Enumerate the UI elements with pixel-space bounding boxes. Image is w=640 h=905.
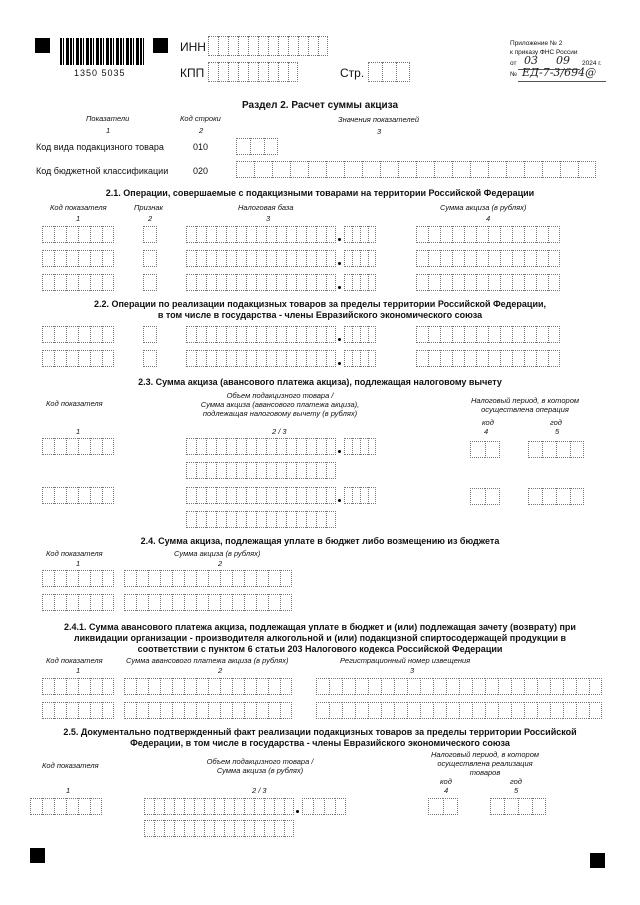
s23-num-4: 4 (484, 427, 489, 436)
decimal-point (338, 262, 341, 265)
corner-marker-top-left (35, 38, 50, 53)
s21-row1-sign[interactable] (143, 226, 157, 243)
s22-row1-code[interactable] (42, 326, 114, 343)
s25-row1-volume-frac[interactable] (302, 798, 346, 815)
s21-row3-code[interactable] (42, 274, 114, 291)
s25-num-4: 4 (444, 786, 449, 795)
s24-num-2: 2 (218, 559, 223, 568)
s25-row1-period-year[interactable] (490, 798, 546, 815)
order-number: ЕД-7-3/694@ (522, 66, 597, 79)
appendix-line2: к приказу ФНС России (510, 49, 578, 56)
corner-marker-top-center (153, 38, 168, 53)
s25-code-label: код (440, 777, 452, 786)
budget-class-field[interactable] (236, 161, 596, 178)
order-date-month: 09 (556, 54, 570, 67)
section-title: Раздел 2. Расчет суммы акциза (241, 100, 399, 111)
col-indicators-header: Показатели (86, 114, 130, 123)
col-num-3: 3 (377, 127, 382, 136)
s25-num-5: 5 (514, 786, 519, 795)
s25-row1-volume[interactable] (144, 798, 294, 815)
s23-row2-volume[interactable] (186, 487, 336, 504)
s241-title-line1: 2.4.1. Сумма авансового платежа акциза, подлежащая уплате в бюджет и (или) подлежащая зачету (возврату) при (64, 622, 576, 632)
s23-row1-code[interactable] (42, 438, 114, 455)
s24-col-code: Код показателя (46, 549, 103, 558)
s21-row2-base-frac[interactable] (344, 250, 376, 267)
decimal-point (338, 362, 341, 365)
barcode (60, 38, 146, 65)
s21-num-2: 2 (148, 214, 153, 223)
s241-row2-sum[interactable] (124, 702, 292, 719)
s22-row2-base[interactable] (186, 350, 336, 367)
s241-title-line2: ликвидации организации - производителя алкогольной и (или) подакцизной спиртосодержащей продукции в (73, 633, 567, 643)
s241-col-code: Код показателя (46, 656, 103, 665)
appendix-line1: Приложение № 2 (510, 40, 563, 47)
order-date-day: 03 (524, 54, 538, 67)
s22-row1-sign[interactable] (143, 326, 157, 343)
s23-col45-line1: Налоговый период, в котором (470, 396, 580, 405)
s25-col45-line3: товаров (469, 768, 501, 777)
s25-col-code: Код показателя (42, 761, 99, 770)
s24-row2-sum[interactable] (124, 594, 292, 611)
s21-row2-sum[interactable] (416, 250, 560, 267)
s21-row3-base[interactable] (186, 274, 336, 291)
s23-row1-period-code[interactable] (470, 441, 500, 458)
s21-col-excise-sum: Сумма акциза (в рублях) (440, 203, 527, 212)
col-num-2: 2 (199, 126, 204, 135)
inn-field[interactable] (208, 36, 328, 56)
s25-row1-period-code[interactable] (428, 798, 458, 815)
s25-num-1: 1 (66, 786, 71, 795)
decimal-point (338, 286, 341, 289)
row-budget-class-label: Код бюджетной классификации (36, 166, 169, 176)
s21-row2-sign[interactable] (143, 250, 157, 267)
s22-row1-base[interactable] (186, 326, 336, 343)
s23-col45-line2: осуществлена операция (481, 405, 569, 414)
s241-col-regnum: Регистрационный номер извещения (340, 656, 471, 665)
s22-row1-base-frac[interactable] (344, 326, 376, 343)
s22-row2-base-frac[interactable] (344, 350, 376, 367)
s25-title-line2: Федерации, в том числе в государства - члены Евразийского экономического союза (130, 738, 510, 748)
s241-num-3: 3 (410, 666, 415, 675)
number-label: № (510, 71, 517, 78)
s23-code-label: код (482, 418, 494, 427)
s21-num-3: 3 (266, 214, 271, 223)
s21-row1-base-frac[interactable] (344, 226, 376, 243)
s241-row2-regnum[interactable] (316, 702, 602, 719)
s23-num-5: 5 (555, 427, 560, 436)
col-values-header: Значения показателей (338, 115, 420, 124)
s22-title-line2: в том числе в государства - члены Евразийского экономического союза (157, 310, 483, 320)
s25-row1-sum[interactable] (144, 820, 294, 837)
number-underline (518, 81, 606, 82)
s21-row1-sum[interactable] (416, 226, 560, 243)
s23-col-code: Код показателя (46, 399, 103, 408)
s21-row2-code[interactable] (42, 250, 114, 267)
row-budget-class-code: 020 (193, 166, 209, 176)
s23-num-1: 1 (76, 427, 81, 436)
s22-title-line1: 2.2. Операции по реализации подакцизных товаров за пределы территории Российской Федерации, (93, 299, 547, 309)
row-excise-type-code: 010 (193, 142, 209, 152)
s25-col23-line2: Сумма акциза (в рублях) (216, 766, 304, 775)
s24-title: 2.4. Сумма акциза, подлежащая уплате в бюджет либо возмещению из бюджета (140, 536, 500, 546)
s21-col-tax-base: Налоговая база (238, 203, 294, 212)
decimal-point (338, 338, 341, 341)
s25-year-label: год (510, 777, 522, 786)
s23-row2-code[interactable] (42, 487, 114, 504)
s21-row3-base-frac[interactable] (344, 274, 376, 291)
col-num-1: 1 (106, 126, 111, 135)
kpp-field[interactable] (208, 62, 298, 82)
s22-row2-sign[interactable] (143, 350, 157, 367)
s23-row1-period-year[interactable] (528, 441, 584, 458)
decimal-point (338, 450, 341, 453)
page-number-field[interactable] (368, 62, 410, 82)
from-label: от (510, 60, 517, 67)
s21-num-1: 1 (76, 214, 81, 223)
kpp-label: КПП (180, 66, 205, 80)
s25-col23-line1: Объем подакцизного товара / (206, 757, 314, 766)
s24-row1-code[interactable] (42, 570, 114, 587)
s23-year-label: год (550, 418, 562, 427)
s21-col-sign: Признак (134, 203, 164, 212)
s21-num-4: 4 (486, 214, 491, 223)
s25-col45-line1: Налоговый период, в котором (430, 750, 540, 759)
s21-row2-base[interactable] (186, 250, 336, 267)
s23-col23-line2: Сумма акциза (авансового платежа акциза), (200, 400, 360, 409)
s241-row1-sum[interactable] (124, 678, 292, 695)
s23-title: 2.3. Сумма акциза (авансового платежа акциза), подлежащая налоговому вычету (138, 377, 502, 387)
s25-title-line1: 2.5. Документально подтвержденный факт реализации подакцизных товаров за пределы территории Российской (63, 727, 577, 737)
s23-num-23: 2 / 3 (272, 427, 287, 436)
s23-row1-volume[interactable] (186, 438, 336, 455)
s241-row2-code[interactable] (42, 702, 114, 719)
s21-row1-base[interactable] (186, 226, 336, 243)
page-label: Стр. (340, 66, 365, 80)
s25-num-23: 2 / 3 (252, 786, 267, 795)
order-year: 2024 г. (582, 60, 602, 67)
s25-col45-line2: осуществлена реализация (437, 759, 533, 768)
col-code-header: Код строки (180, 114, 221, 123)
s24-row2-code[interactable] (42, 594, 114, 611)
s241-num-1: 1 (76, 666, 81, 675)
s24-num-1: 1 (76, 559, 81, 568)
inn-label: ИНН (180, 40, 206, 54)
corner-marker-bottom-left (30, 848, 45, 863)
s23-row1-sum[interactable] (186, 462, 336, 479)
s23-row2-period-year[interactable] (528, 488, 584, 505)
s241-row1-regnum[interactable] (316, 678, 602, 695)
s24-row1-sum[interactable] (124, 570, 292, 587)
s21-title: 2.1. Операции, совершаемые с подакцизными товарами на территории Российской Федерации (105, 188, 535, 198)
decimal-point (296, 810, 299, 813)
s21-row3-sum[interactable] (416, 274, 560, 291)
s241-num-2: 2 (218, 666, 223, 675)
s21-col-code: Код показателя (50, 203, 107, 212)
corner-marker-bottom-right (590, 853, 605, 868)
excise-type-field[interactable] (236, 138, 278, 155)
s23-col23-line3: подлежащая налоговому вычету (в рублях) (202, 409, 358, 418)
s241-title-line3: соответствии с пунктом 6 статьи 203 Налогового кодекса Российской Федерации (137, 644, 503, 654)
s21-row3-sign[interactable] (143, 274, 157, 291)
decimal-point (338, 499, 341, 502)
s23-col23-line1: Объем подакцизного товара / (226, 391, 334, 400)
s21-row1-code[interactable] (42, 226, 114, 243)
s24-col-sum: Сумма акциза (в рублях) (174, 549, 261, 558)
decimal-point (338, 238, 341, 241)
barcode-number: 1350 5035 (74, 68, 126, 78)
s241-col-sum: Сумма авансового платежа акциза (в рублях) (126, 656, 289, 665)
s22-row2-code[interactable] (42, 350, 114, 367)
s25-row1-code[interactable] (30, 798, 102, 815)
s22-row2-sum[interactable] (416, 350, 560, 367)
s23-row1-volume-frac[interactable] (344, 438, 376, 455)
s23-row2-sum[interactable] (186, 511, 336, 528)
s241-row1-code[interactable] (42, 678, 114, 695)
s23-row2-period-code[interactable] (470, 488, 500, 505)
s22-row1-sum[interactable] (416, 326, 560, 343)
row-excise-type-label: Код вида подакцизного товара (36, 142, 164, 152)
s23-row2-volume-frac[interactable] (344, 487, 376, 504)
